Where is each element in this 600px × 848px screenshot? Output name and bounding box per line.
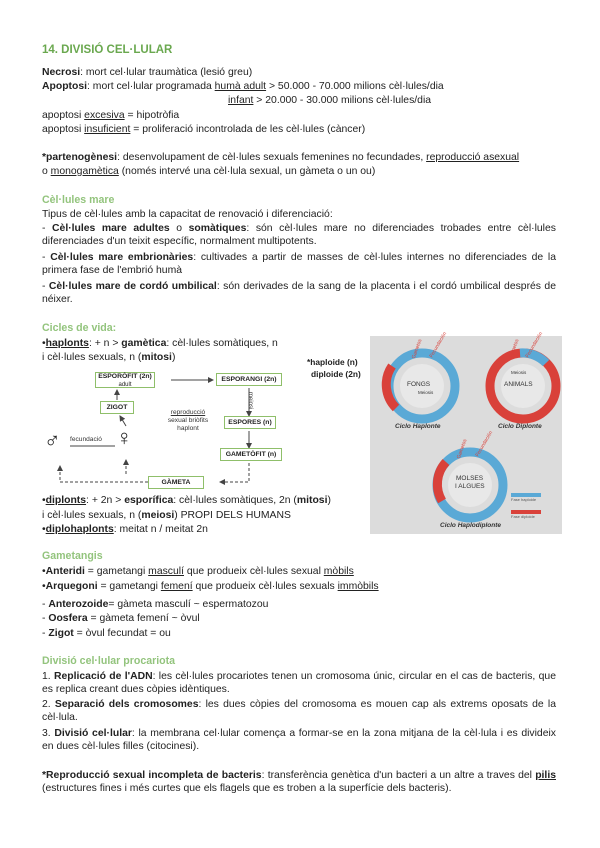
mare-prefix: - bbox=[42, 281, 49, 292]
mare-item-adultes bbox=[42, 222, 556, 248]
haplonts-l2-pre: i cèl·lules sexuals, n ( bbox=[42, 352, 142, 363]
label-meiosis-2: Meiosis bbox=[511, 370, 527, 375]
mare-adultes-text: : són cèl·lules mare no diferenciades trobades entre cèl·lules diferenciades d'un teixit específic, normalment multipotents. bbox=[42, 223, 556, 247]
anteridi-mid: que produeix cèl·lules sexual bbox=[183, 566, 324, 577]
procariota-item-1 bbox=[42, 670, 556, 696]
mare-cordo-term: Cèl·lules mare de cordó umbilical bbox=[48, 281, 217, 292]
mare-item-embrionaries bbox=[42, 251, 556, 277]
arrow-gameta-male bbox=[60, 466, 148, 482]
arquegoni-femeni: femení bbox=[160, 581, 193, 592]
dash: - bbox=[42, 628, 49, 639]
page-title: 14. DIVISIÓ CEL·LULAR bbox=[42, 44, 173, 56]
section-gametangis: Gametangis bbox=[42, 550, 103, 562]
oosfera-line bbox=[42, 612, 200, 625]
diplonts-text1: : + 2n > bbox=[86, 495, 125, 506]
haplonts-mitosi: mitosi bbox=[141, 352, 172, 363]
box-zigot: ZIGOT bbox=[100, 401, 134, 414]
partenogenesi-line2 bbox=[42, 165, 375, 178]
diplohaplonts-line bbox=[42, 523, 208, 536]
section-cicles-vida: Cicles de vida: bbox=[42, 322, 117, 334]
necrosi-line bbox=[42, 66, 252, 79]
anterozoide-line bbox=[42, 598, 268, 611]
zigot-line bbox=[42, 627, 171, 640]
divisio-term: Divisió cel·lular bbox=[54, 728, 132, 739]
section-cellules-mare: Cèl·lules mare bbox=[42, 194, 115, 206]
anteridi-masculi: masculí bbox=[148, 566, 184, 577]
anteridi-term: Anteridi bbox=[45, 566, 85, 577]
box-espores: ESPORES (n) bbox=[224, 416, 276, 429]
diplonts-term: diplonts bbox=[45, 495, 87, 506]
separacio-term: Separació dels cromosomes bbox=[54, 699, 199, 710]
anterozoide-term: Anterozoide bbox=[48, 599, 109, 610]
repro-line3: haplont bbox=[177, 425, 199, 432]
apoptosi-insuficient-line bbox=[42, 123, 365, 136]
haplonts-gametica: gamètica bbox=[121, 338, 167, 349]
anteridi-line bbox=[42, 565, 354, 578]
label-meiosis-1: Meiosis bbox=[418, 390, 434, 395]
repro-bacteris-term: *Reproducció sexual incompleta de bacteris bbox=[42, 770, 262, 781]
mare-cordo-text: : són derivades de la sang de la placenta i el cordó umbilical després de néixer. bbox=[42, 281, 556, 305]
label-fecundacion-1: Fecundación bbox=[428, 331, 449, 359]
bullet: • bbox=[42, 566, 46, 577]
diplonts-line2 bbox=[42, 509, 291, 522]
apoptosi-infant: infant bbox=[228, 95, 254, 106]
diplonts-l2-post: ) PROPI DELS HUMANS bbox=[174, 510, 291, 521]
mare-adultes-term: Cèl·lules mare adultes bbox=[52, 223, 170, 234]
mare-embrionaries-term: Cèl·lules mare embrionàries bbox=[50, 252, 194, 263]
partenogenesi-line1 bbox=[42, 151, 519, 164]
repro-bacteris-text1: : transferència genètica d'un bacteri a un altre a traves del bbox=[261, 770, 536, 781]
haploide-label: *haploide (n) bbox=[307, 357, 358, 367]
label-gametos-3: Gametos bbox=[455, 438, 469, 460]
haplonts-l2-post: ) bbox=[171, 352, 176, 363]
parteno-asexual: reproducció asexual bbox=[426, 152, 520, 163]
dash: - bbox=[42, 599, 49, 610]
mare-prefix: - bbox=[42, 223, 53, 234]
diplonts-meiosi: meiosi bbox=[141, 510, 175, 521]
mare-somatiques-term: somàtiques bbox=[188, 223, 247, 234]
bullet: • bbox=[42, 581, 46, 592]
esporofit-label: ESPORÒFIT (2n) bbox=[98, 373, 152, 380]
label-animals: ANIMALS bbox=[504, 381, 533, 388]
partenogenesi-term: *partenogènesi bbox=[42, 152, 118, 163]
apoptosi-infant-value: > 20.000 - 30.000 milions cèl·lules/dia bbox=[253, 95, 432, 106]
adult-label: adult bbox=[118, 382, 132, 388]
mare-embrionaries-text: : cultivades a partir de masses de cèl·lules internes no diferenciades de la primera fase de l'embrió humà bbox=[42, 252, 556, 276]
fecundacio-label: fecundació bbox=[70, 436, 102, 443]
section-procariota: Divisió cel·lular procariota bbox=[42, 655, 176, 667]
procariota-item-2 bbox=[42, 698, 556, 724]
repro-bacteris-text2: (estructures fines i més curtes que els flagels que es troben a la superfície dels bacteris). bbox=[42, 783, 452, 794]
oosfera-text: = gàmeta femení ~ òvul bbox=[87, 613, 200, 624]
haplonts-line1 bbox=[42, 337, 278, 350]
apoptosi-adult-value: > 50.000 - 70.000 milions cèl·lules/dia bbox=[266, 81, 444, 92]
divisio-text: : la membrana cel·lular comença a formar-se en la zona mitjana de la cèl·lula i es divideix en dues cèl·lules filles (citocinesi). bbox=[42, 728, 556, 752]
necrosi-text: : mort cel·lular traumàtica (lesió greu) bbox=[80, 67, 253, 78]
parteno-text1: : desenvolupament de cèl·lules sexuals femenines no fecundades, bbox=[117, 152, 427, 163]
apoptosi-infant-line bbox=[228, 94, 431, 107]
diplohaplonts-term: diplohaplonts bbox=[45, 524, 114, 535]
parteno-text3: (només intervé una cèl·lula sexual, un gàmeta o un ou) bbox=[118, 166, 376, 177]
item-num: 3. bbox=[42, 728, 55, 739]
anterozoide-text: = gàmeta masculí ~ espermatozou bbox=[108, 599, 269, 610]
label-cicle-haplonte: Ciclo Haplonte bbox=[395, 423, 441, 430]
repro-note bbox=[152, 409, 224, 433]
diplonts-text3: ) bbox=[327, 495, 331, 506]
replicacio-term: Replicació de l'ADN bbox=[53, 671, 153, 682]
pilis-term: pilis bbox=[535, 770, 556, 781]
box-gametofit: GAMETÒFIT (n) bbox=[220, 448, 282, 461]
label-fecundacion-3: Fecundación bbox=[474, 430, 495, 458]
haplonts-term: haplonts bbox=[45, 338, 89, 349]
meiosi-label: meiosi bbox=[247, 392, 253, 410]
arrow-gametofit-gameta bbox=[220, 463, 249, 482]
diplohaplonts-text: : meitat n / meitat 2n bbox=[113, 524, 208, 535]
oosfera-term: Oosfera bbox=[48, 613, 88, 624]
apop-exc-post: = hipotròfia bbox=[124, 110, 180, 121]
diplonts-text2: : cèl·lules somàtiques, 2n ( bbox=[173, 495, 297, 506]
item-num: 2. bbox=[42, 699, 55, 710]
apop-exc-term: excesiva bbox=[84, 110, 125, 121]
diploide-label: diploide (2n) bbox=[311, 369, 361, 379]
dash: - bbox=[42, 613, 49, 624]
procariota-item-3 bbox=[42, 727, 556, 753]
box-esporofit bbox=[95, 372, 155, 388]
life-cycles-svg bbox=[370, 336, 562, 534]
arquegoni-pre: = gametangi bbox=[97, 581, 161, 592]
haplonts-text2: : cèl·lules somàtiques, n bbox=[166, 338, 278, 349]
bullet: • bbox=[42, 495, 46, 506]
mare-intro: Tipus de cèl·lules amb la capacitat de renovació i diferenciació: bbox=[42, 209, 333, 220]
label-cicle-haplodiplonte: Ciclo Haplodiplonte bbox=[440, 522, 502, 529]
box-gameta: GÀMETA bbox=[148, 476, 204, 489]
apoptosi-excesiva-line bbox=[42, 109, 179, 122]
label-fongs: FONGS bbox=[407, 381, 431, 388]
repro-bacteris bbox=[42, 769, 556, 795]
label-gametos-1: Gametos bbox=[410, 338, 424, 360]
mare-mid: o bbox=[169, 223, 189, 234]
haplonts-line2 bbox=[42, 351, 175, 364]
label-fecundacion-2: Fecundación bbox=[524, 331, 545, 359]
apop-ins-pre: apoptosi bbox=[42, 124, 85, 135]
anteridi-mobils: mòbils bbox=[323, 566, 354, 577]
arquegoni-term: Arquegoni bbox=[45, 581, 98, 592]
label-molses: MOLSES bbox=[456, 475, 484, 482]
apoptosi-adult: humà adult bbox=[214, 81, 267, 92]
replicacio-text: : les cèl·lules procariotes tenen un cromosoma únic, circular en el cas de bacteris, que es replica creant dues còpies idèntiques. bbox=[42, 671, 556, 695]
label-algues: I ALGUES bbox=[455, 483, 485, 490]
repro-line2: sexual briòfits bbox=[167, 417, 209, 424]
zigot-term: Zigot bbox=[48, 628, 74, 639]
life-cycles-figure bbox=[370, 331, 562, 534]
apoptosi-term: Apoptosi bbox=[42, 81, 88, 92]
apop-exc-pre: apoptosi bbox=[42, 110, 85, 121]
item-num: 1. bbox=[42, 671, 54, 682]
necrosi-term: Necrosi bbox=[42, 67, 81, 78]
arquegoni-line bbox=[42, 580, 379, 593]
apop-ins-term: insuficient bbox=[84, 124, 131, 135]
mare-item-cordo bbox=[42, 280, 556, 306]
legend-haploid: Fase haploide bbox=[511, 497, 537, 502]
diplonts-mitosi: mitosi bbox=[296, 495, 328, 506]
parteno-monogametica: monogamètica bbox=[50, 166, 119, 177]
legend-diploid: Fase diploide bbox=[511, 514, 535, 519]
mare-prefix: - bbox=[42, 252, 51, 263]
bullet: • bbox=[42, 338, 46, 349]
ring-molses-diploid bbox=[437, 462, 446, 501]
arquegoni-immobils: immòbils bbox=[337, 581, 379, 592]
male-symbol: ♂ bbox=[44, 428, 61, 453]
repro-line1: reproducció bbox=[170, 409, 206, 416]
female-symbol: ♀ bbox=[116, 425, 133, 450]
apoptosi-line bbox=[42, 80, 444, 93]
haplonts-text1: : + n > bbox=[88, 338, 122, 349]
bullet: • bbox=[42, 524, 46, 535]
anteridi-pre: = gametangi bbox=[84, 566, 149, 577]
apoptosi-text: : mort cel·lular programada bbox=[87, 81, 215, 92]
label-cicle-diplonte: Ciclo Diplonte bbox=[498, 423, 542, 430]
separacio-text: : les dues còpies del cromosoma es mouen cap als extrems oposats de la cèl·lula. bbox=[42, 699, 556, 723]
label-gametos-2: Gametos bbox=[507, 338, 521, 360]
diplonts-l2-pre: i cèl·lules sexuals, n ( bbox=[42, 510, 142, 521]
parteno-text2: o bbox=[42, 166, 51, 177]
diplonts-esporifica: esporífica bbox=[124, 495, 174, 506]
box-esporangi: ESPORANGI (2n) bbox=[216, 373, 282, 386]
diplonts-line1 bbox=[42, 494, 331, 507]
apop-ins-post: = proliferació incontrolada de les cèl·lules (càncer) bbox=[130, 124, 366, 135]
zigot-text: = òvul fecundat = ou bbox=[73, 628, 171, 639]
arquegoni-mid: que produeix cèl·lules sexuals bbox=[192, 581, 338, 592]
